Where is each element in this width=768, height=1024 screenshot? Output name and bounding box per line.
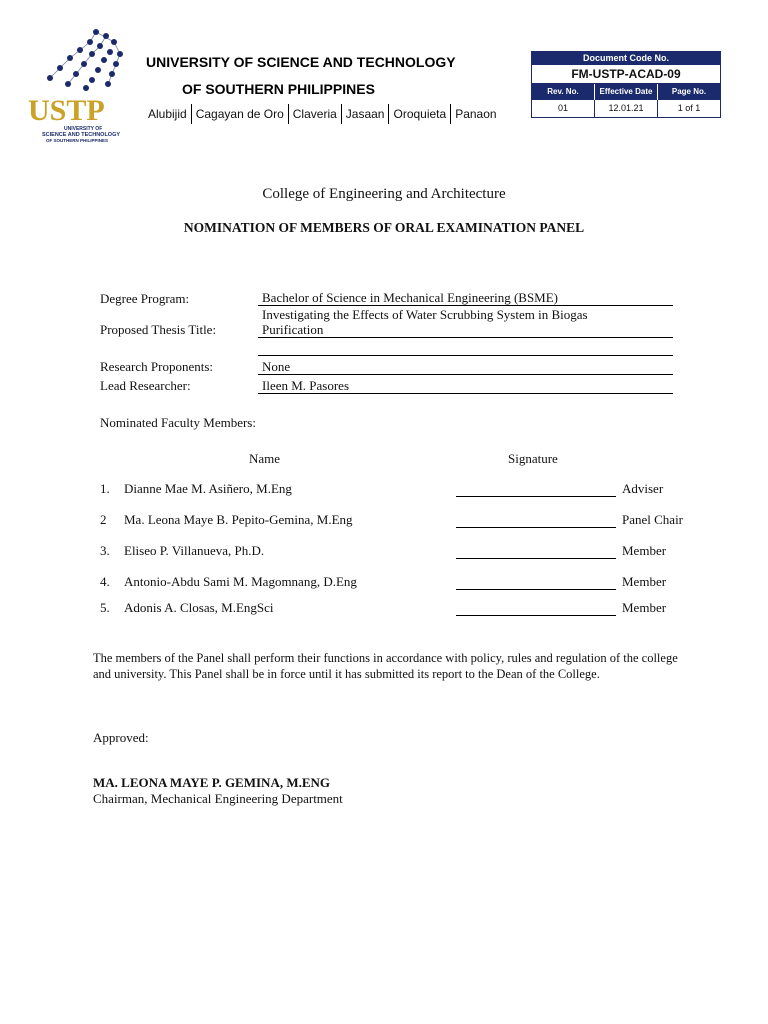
degree-program-value: Bachelor of Science in Mechanical Engineering (BSME) (258, 290, 673, 306)
campus-item: Alubijid (148, 107, 187, 121)
signature-line (456, 558, 616, 559)
document-title: NOMINATION OF MEMBERS OF ORAL EXAMINATION PANEL (183, 220, 585, 235)
logo-dot-pattern-icon (47, 29, 123, 91)
member-name: Ma. Leona Maye B. Pepito-Gemina, M.Eng (124, 512, 353, 527)
campus-item: Jasaan (341, 104, 389, 124)
signature-line (456, 589, 616, 590)
ustp-logo (24, 24, 142, 152)
document-code: FM-USTP-ACAD-09 (532, 65, 720, 84)
thesis-extra-line (258, 355, 673, 356)
member-name: Dianne Mae M. Asiñero, M.Eng (124, 481, 292, 496)
campus-item: Oroquieta (388, 104, 450, 124)
thesis-title-line2: Purification (258, 322, 673, 338)
thesis-title-line1: Investigating the Effects of Water Scrubbing System in Biogas (262, 307, 588, 322)
member-number: 1. (100, 481, 110, 496)
research-proponents-value: None (258, 359, 673, 375)
signature-line (456, 496, 616, 497)
approver-title: Chairman, Mechanical Engineering Department (93, 791, 343, 806)
member-role: Adviser (622, 481, 664, 496)
approver-name: MA. LEONA MAYE P. GEMINA, M.ENG (93, 775, 331, 790)
name-column-header: Name (249, 451, 281, 466)
member-number: 2 (100, 512, 107, 527)
effective-date-value: 12.01.21 (594, 100, 657, 117)
signature-column-header: Signature (508, 451, 558, 466)
svg-text:USTP: USTP (28, 94, 105, 127)
signature-line (456, 527, 616, 528)
campus-item: Cagayan de Oro (191, 104, 288, 124)
rev-no-label: Rev. No. (532, 84, 594, 100)
svg-text:UNIVERSITY OF: UNIVERSITY OF (64, 126, 103, 132)
approved-label: Approved: (93, 730, 149, 745)
campus-item: Panaon (450, 104, 500, 124)
campus-item: Claveria (288, 104, 341, 124)
document-code-header: Document Code No. (532, 52, 720, 65)
member-role: Panel Chair (622, 512, 684, 527)
member-name: Eliseo P. Villanueva, Ph.D. (124, 543, 265, 558)
campus-list (146, 104, 501, 124)
university-name-line1: UNIVERSITY OF SCIENCE AND TECHNOLOGY (146, 54, 456, 70)
member-role: Member (622, 574, 667, 589)
nominated-faculty-heading: Nominated Faculty Members: (100, 415, 256, 430)
lead-researcher-value: Ileen M. Pasores (258, 378, 673, 394)
member-role: Member (622, 600, 667, 615)
page-no-value: 1 of 1 (657, 100, 720, 117)
thesis-title-label: Proposed Thesis Title: (100, 322, 217, 337)
lead-researcher-label: Lead Researcher: (100, 378, 191, 393)
member-number: 4. (100, 574, 110, 589)
rev-no-value: 01 (557, 103, 568, 113)
university-name-line2: OF SOUTHERN PHILIPPINES (182, 81, 375, 97)
page-no-label: Page No. (657, 84, 720, 100)
member-number: 3. (100, 543, 110, 558)
member-name: Adonis A. Closas, M.EngSci (124, 600, 274, 615)
degree-program-label: Degree Program: (100, 291, 190, 306)
effective-date-label: Effective Date (594, 84, 657, 100)
member-role: Member (622, 543, 667, 558)
member-name: Antonio-Abdu Sami M. Magomnang, D.Eng (124, 574, 357, 589)
member-number: 5. (100, 600, 110, 615)
signature-line (456, 615, 616, 616)
svg-text:SCIENCE AND TECHNOLOGY: SCIENCE AND TECHNOLOGY (42, 132, 121, 138)
svg-text:OF SOUTHERN PHILIPPINES: OF SOUTHERN PHILIPPINES (46, 138, 109, 143)
research-proponents-label: Research Proponents: (100, 359, 214, 374)
college-name: College of Engineering and Architecture (262, 186, 506, 202)
document-code-box (531, 51, 721, 118)
panel-functions-paragraph: The members of the Panel shall perform their functions in accordance with policy, rules and regulation of the college and university. This Panel shall be in force until it has submitted its report to the Dean of the College. (93, 651, 678, 681)
